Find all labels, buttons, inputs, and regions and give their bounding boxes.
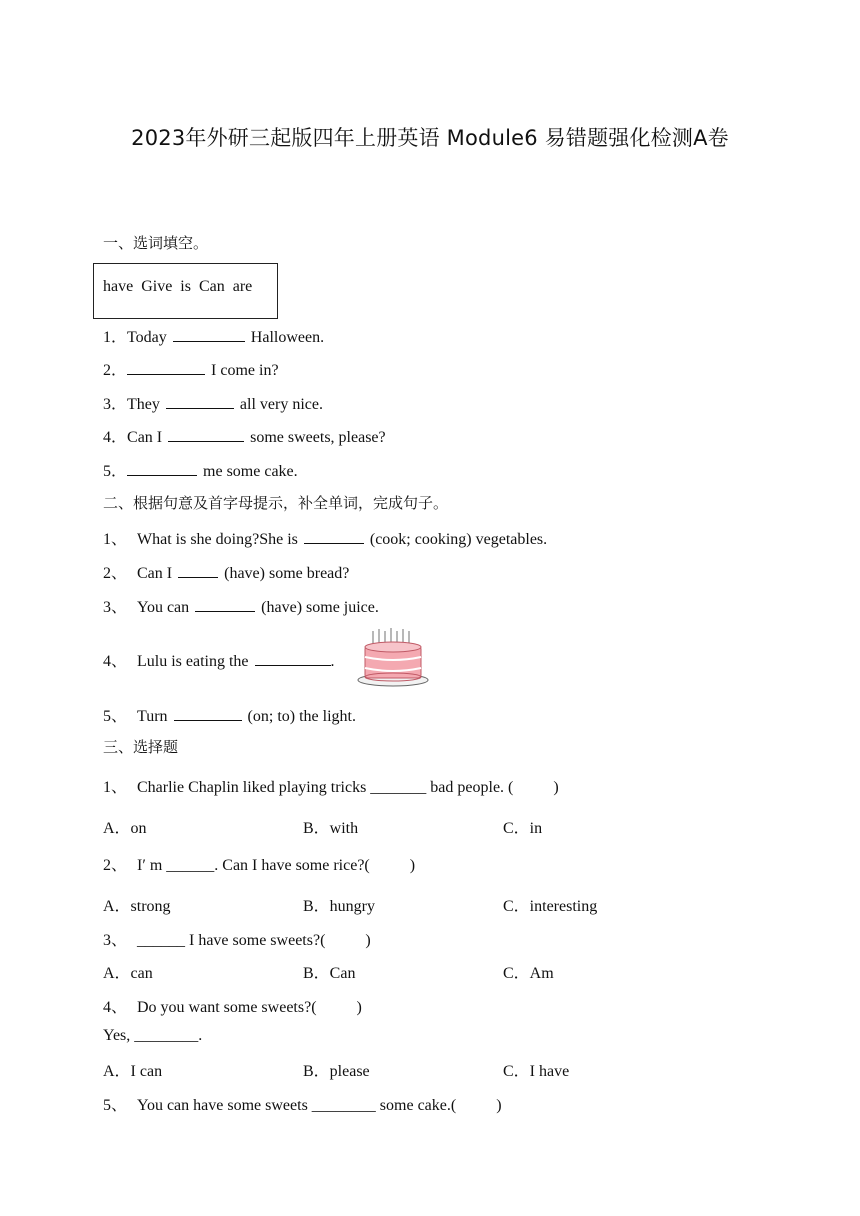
question-text: You can have some sweets ________ some cake.( [137, 1097, 457, 1114]
s3-q1-option-a[interactable]: A．on [103, 820, 147, 837]
s3-q4-option-c[interactable]: C．I have [503, 1063, 570, 1080]
section3-heading: 三、选择题 [103, 738, 179, 756]
s2-question-1 [103, 526, 547, 549]
s3-q3-option-c[interactable]: C．Am [503, 965, 554, 982]
answer-blank[interactable] [255, 651, 331, 666]
question-text-before: Can I [137, 565, 173, 582]
question-number: 2、 [103, 565, 128, 582]
s3-q4-option-b[interactable]: B．please [303, 1063, 370, 1080]
answer-blank[interactable] [304, 529, 364, 544]
s2-question-5 [103, 703, 356, 726]
question-text-after: I come in? [211, 362, 279, 379]
s1-question-5 [103, 458, 298, 481]
close-paren: ) [496, 1097, 502, 1114]
s3-q2-option-c[interactable]: C．interesting [503, 898, 598, 915]
question-text: Do you want some sweets?( [137, 999, 317, 1016]
s2-question-2 [103, 560, 349, 583]
question-number: 5、 [103, 708, 128, 725]
s3-q2-option-b[interactable]: B．hungry [303, 898, 376, 915]
s1-question-3 [103, 391, 323, 414]
question-text: Charlie Chaplin liked playing tricks _______ bad people. ( [137, 779, 514, 796]
question-number: 4． [103, 429, 128, 446]
question-number: 1、 [103, 779, 128, 796]
question-text-after: Halloween. [250, 329, 325, 346]
question-number: 2、 [103, 857, 128, 874]
answer-blank[interactable] [178, 563, 218, 578]
answer-blank[interactable] [127, 360, 205, 375]
s3-q4-option-a[interactable]: A．I can [103, 1063, 163, 1080]
question-text-before: You can [137, 599, 190, 616]
question-text-before: What is she doing?She is [137, 531, 298, 548]
s3-question-1 [103, 774, 559, 797]
s3-q4-extra-line: Yes, ________. [103, 1027, 203, 1044]
question-text-after: some sweets, please? [250, 429, 386, 446]
s3-question-4 [103, 994, 362, 1017]
question-text-before: Lulu is eating the [137, 653, 249, 670]
s1-question-2 [103, 357, 279, 380]
section1-heading: 一、选词填空。 [103, 234, 209, 252]
word-box [93, 263, 278, 319]
question-text-after: me some cake. [203, 463, 298, 480]
question-number: 3、 [103, 932, 128, 949]
question-number: 3． [103, 396, 128, 413]
page-title: 2023年外研三起版四年上册英语 Module6 易错题强化检测A卷 [131, 126, 729, 150]
s1-question-4 [103, 424, 386, 447]
answer-blank[interactable] [173, 327, 245, 342]
question-number: 5． [103, 463, 128, 480]
question-text-after: (have) some bread? [224, 565, 350, 582]
question-text-before: They [127, 396, 160, 413]
s3-question-3 [103, 927, 371, 950]
s2-question-4 [103, 648, 335, 671]
question-number: 1． [103, 329, 128, 346]
answer-blank[interactable] [168, 427, 244, 442]
s3-q1-option-c[interactable]: C．in [503, 820, 543, 837]
answer-blank[interactable] [127, 461, 197, 476]
question-text-after: (on; to) the light. [247, 708, 356, 725]
answer-blank[interactable] [195, 597, 255, 612]
question-text-before: Turn [137, 708, 168, 725]
question-number: 3、 [103, 599, 128, 616]
word-box-text: have Give is Can are [103, 278, 253, 295]
close-paren: ) [365, 932, 371, 949]
question-text-before: Today [127, 329, 167, 346]
close-paren: ) [356, 999, 362, 1016]
s2-question-3 [103, 594, 379, 617]
question-number: 2． [103, 362, 128, 379]
question-number: 4、 [103, 653, 128, 670]
question-text-after: (cook; cooking) vegetables. [369, 531, 548, 548]
answer-blank[interactable] [174, 706, 242, 721]
question-number: 4、 [103, 999, 128, 1016]
s3-question-2 [103, 852, 415, 875]
close-paren: ) [409, 857, 416, 874]
s3-question-5 [103, 1092, 502, 1115]
question-text-after: all very nice. [239, 396, 323, 413]
question-number: 5、 [103, 1097, 128, 1114]
s3-q2-option-a[interactable]: A．strong [103, 898, 171, 915]
s1-question-1 [103, 324, 324, 347]
question-text: I′ m ______. Can I have some rice?( [137, 857, 370, 874]
question-text-after: (have) some juice. [261, 599, 379, 616]
question-text-before: Can I [127, 429, 163, 446]
birthday-cake-icon [355, 626, 431, 688]
s3-q3-option-a[interactable]: A．can [103, 965, 153, 982]
question-text-after: . [330, 653, 335, 670]
question-number: 1、 [103, 531, 128, 548]
section2-heading: 二、根据句意及首字母提示，补全单词，完成句子。 [103, 494, 449, 512]
s3-q3-option-b[interactable]: B．Can [303, 965, 356, 982]
answer-blank[interactable] [166, 394, 234, 409]
s3-q1-option-b[interactable]: B．with [303, 820, 359, 837]
question-text: ______ I have some sweets?( [137, 932, 326, 949]
close-paren: ) [553, 779, 559, 796]
